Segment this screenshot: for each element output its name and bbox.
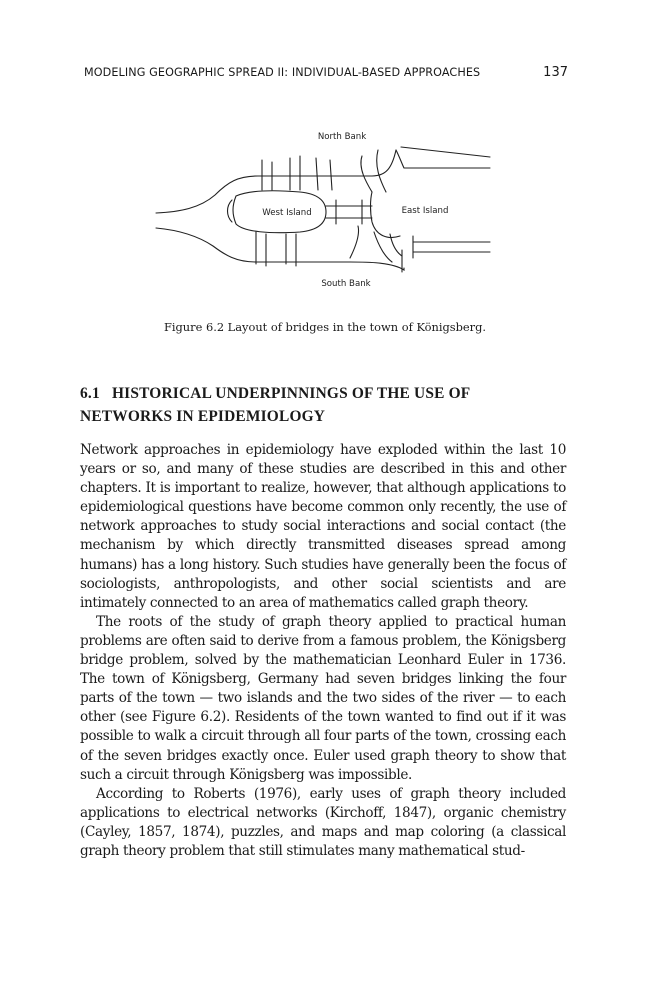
east-island-label: East Island [401, 206, 449, 216]
south-bank-shore [156, 228, 404, 270]
section-heading-line-2: NETWORKS IN EPIDEMIOLOGY [80, 408, 326, 425]
running-head [84, 66, 568, 84]
bridge-n3-left [316, 158, 318, 190]
bridge-n3-right [330, 160, 332, 190]
section-heading [80, 382, 570, 428]
figure-caption: Figure 6.2 Layout of bridges in the town of Königsberg. [163, 320, 487, 334]
figure-6-2 [150, 126, 500, 294]
bridge-ne-left [361, 156, 372, 192]
north-bank-top-line [401, 147, 490, 157]
page-number: 137 [543, 65, 568, 80]
south-bank-label: South Bank [321, 279, 371, 289]
section-heading-line-1: 6.1 HISTORICAL UNDERPINNINGS OF THE USE OF [80, 385, 471, 402]
paragraph-3: According to Roberts (1976), early uses of graph theory included applications to electrical networks (Kirchoff, 1847), organic chemistry (Cayley, 1857, 1874), puzzles, and maps and map coloring (a classical graph theory problem that still stimulates many mathematical stud- [80, 785, 566, 859]
konigsberg-bridges-diagram [150, 126, 500, 294]
north-bank-label: North Bank [317, 132, 367, 142]
south-curve [350, 226, 359, 258]
running-title: MODELING GEOGRAPHIC SPREAD II: INDIVIDUAL-BASED APPROACHES [84, 66, 481, 79]
bridge-ne-right [377, 150, 386, 192]
bridge-se-left [374, 232, 392, 262]
west-island-tip [228, 200, 233, 222]
west-island-label: West Island [262, 208, 312, 218]
east-island-outline [371, 192, 401, 237]
paragraph-1: Network approaches in epidemiology have exploded within the last 10 years or so, and many of these studies are described in this and other chapters. It is important to realize, however, that although applications to epidemiological questions have become common only recently, the use of network approaches to study social interactions and social contact (the mechanism by which directly transmitted diseases spread among humans) has a long history. Such studies have generally been the focus of sociologists, anthropologists, and other social scientists and are intimately connected to an area of mathematics called graph theory. [80, 442, 566, 611]
north-bank-shore-east [396, 150, 490, 168]
body-text [80, 441, 566, 861]
paragraph-2: The roots of the study of graph theory applied to practical human problems are often said to derive from a famous problem, the Königsberg bridge problem, solved by the mathematician Leonhard Euler in 1736. The town of Königsberg, Germany had seven bridges linking the four parts of the town — two islands and the two sides of the river — to each other (see Figure 6.2). Residents of the town wanted to find out if it was possible to walk a circuit through all four parts of the town, crossing each of the seven bridges exactly once. Euler used graph theory to show that such a circuit through Königsberg was impossible. [80, 613, 566, 783]
north-bank-shore [156, 150, 396, 213]
